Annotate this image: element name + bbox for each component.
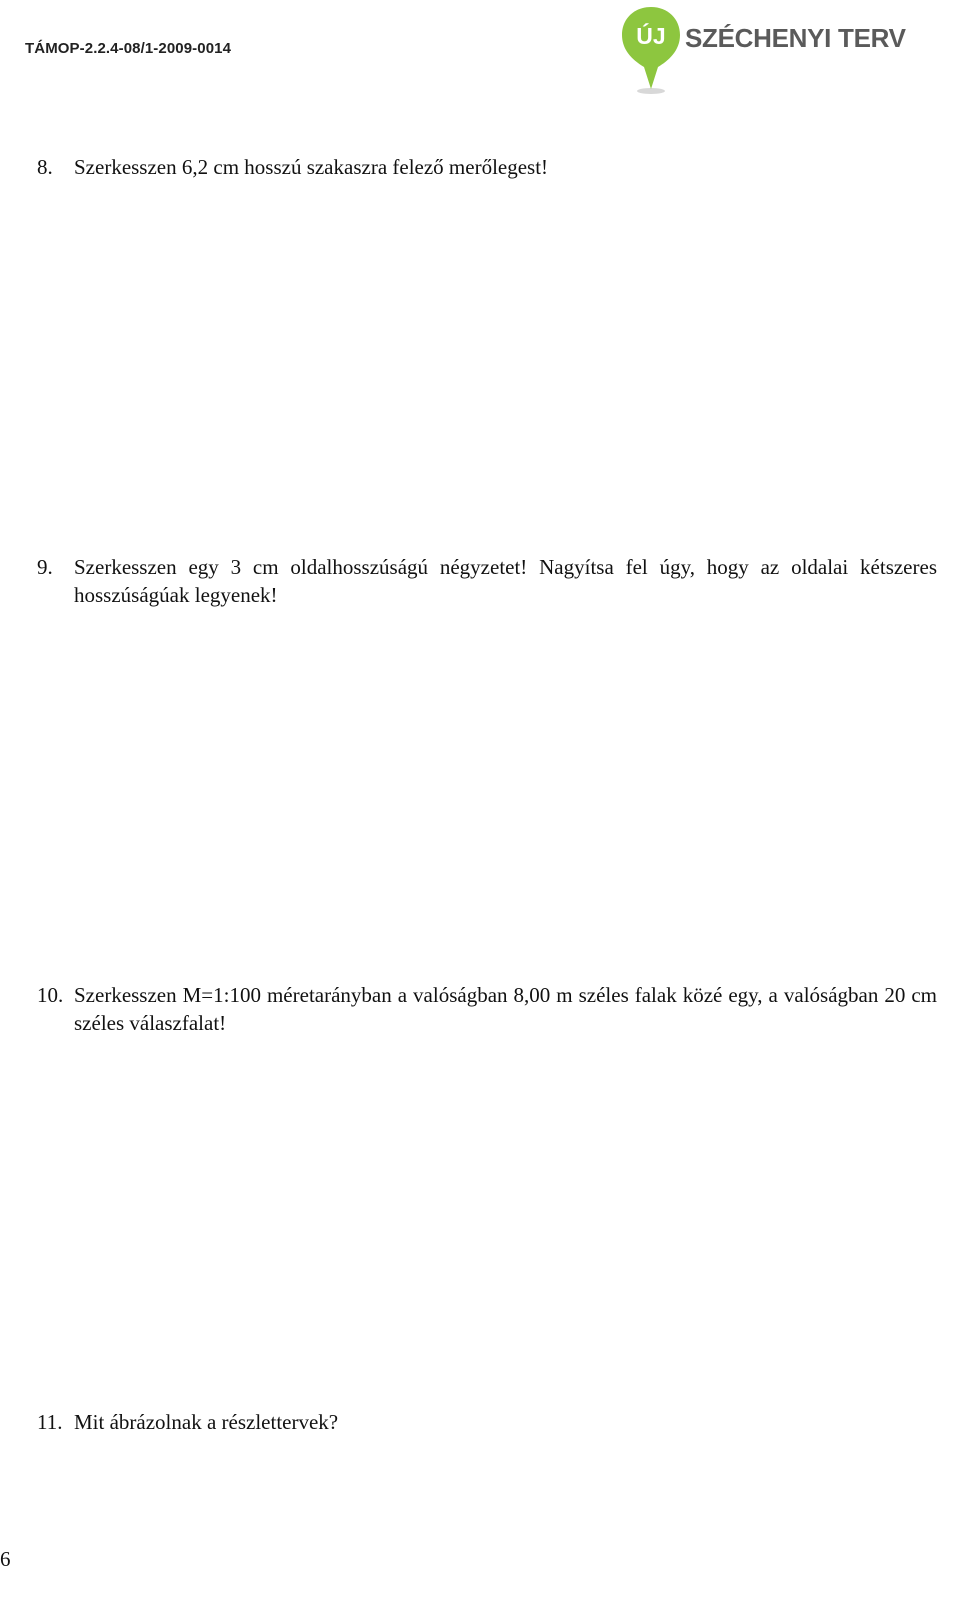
question-number: 11. <box>37 1410 63 1434</box>
question-text: Szerkesszen M=1:100 méretarányban a valóságban 8,00 m széles falak közé egy, a valóságban 20 cm széles válaszfalat! <box>74 983 937 1035</box>
question-number: 8. <box>37 155 53 179</box>
logo-name: SZÉCHENYI TERV <box>685 23 906 53</box>
logo-badge-text: ÚJ <box>636 23 666 49</box>
question-text: Szerkesszen egy 3 cm oldalhosszúságú négyzetet! Nagyítsa fel úgy, hogy az oldalai kétszeres hosszúságúak legyenek! <box>74 555 937 607</box>
project-code: TÁMOP-2.2.4-08/1-2009-0014 <box>25 40 232 57</box>
question-text: Mit ábrázolnak a részlettervek? <box>74 1410 339 1434</box>
question-11 <box>37 1408 937 1436</box>
question-number: 10. <box>37 983 64 1007</box>
page-number: 6 <box>0 1547 11 1571</box>
question-9 <box>37 553 937 609</box>
question-number: 9. <box>37 555 53 579</box>
szechenyi-terv-logo <box>620 5 920 100</box>
location-pin-icon <box>620 5 682 97</box>
question-text: Szerkesszen 6,2 cm hosszú szakaszra felező merőlegest! <box>74 155 549 179</box>
question-8 <box>37 153 937 181</box>
question-10 <box>37 981 937 1037</box>
